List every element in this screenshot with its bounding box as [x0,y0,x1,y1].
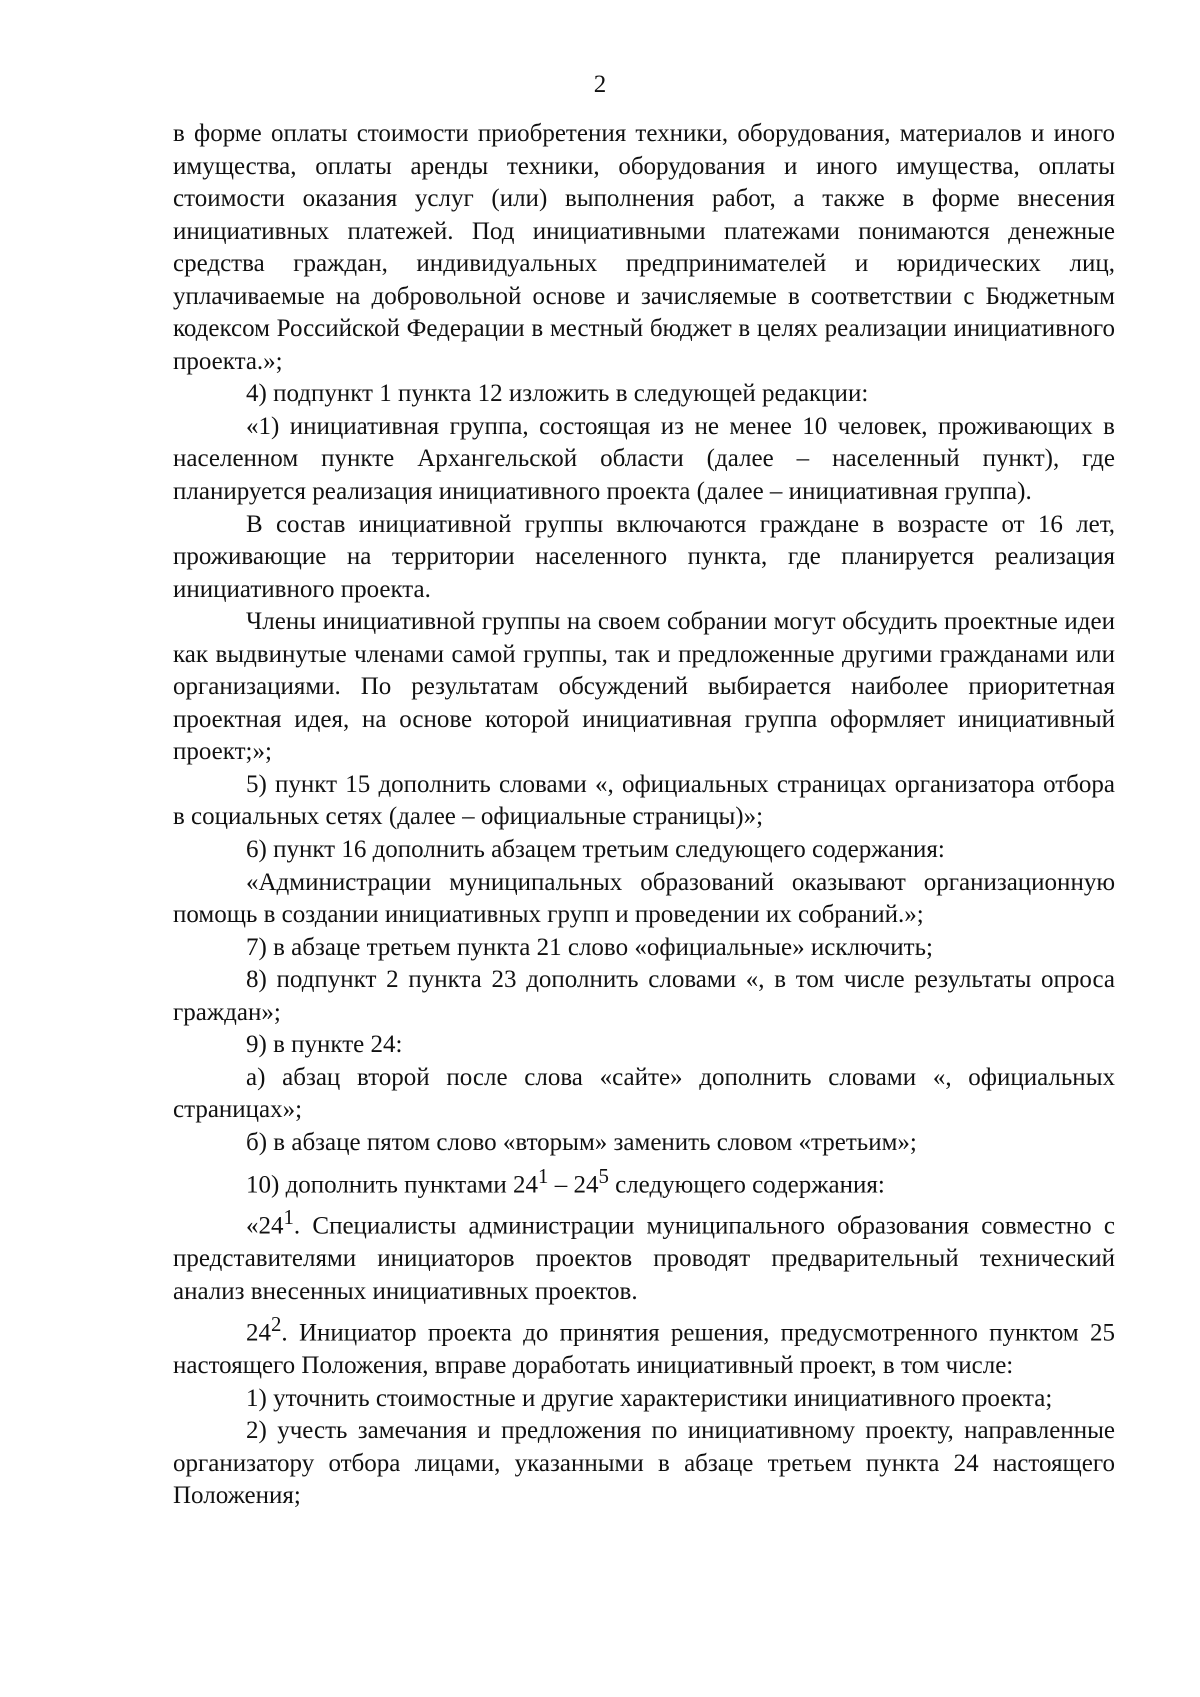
paragraph-item-4: 4) подпункт 1 пункта 12 изложить в следующей редакции: [246,380,869,408]
paragraph-item-10-part: следующего содержания: [608,1170,885,1198]
point-number: «24 [246,1212,284,1240]
paragraph-subitem-1: 1) уточнить стоимостные и другие характеристики инициативного проекта; [246,1384,1053,1412]
paragraph-item-9a: а) абзац второй после слова «сайте» дополнить словами «, официальных страницах»; [173,1063,1115,1124]
page-number: 2 [593,71,607,98]
paragraph-item-8: 8) подпункт 2 пункта 23 дополнить словами «, в том числе результаты опроса граждан»; [173,966,1115,1026]
paragraph-subitem-2: 2) учесть замечания и предложения по инициативному проекту, направленные организатору отбора лицами, указанными в абзаце третьем пункта 24 настоящего Положения; [173,1417,1115,1510]
superscript: 2 [271,1312,282,1337]
paragraph-point-24-2 [173,1308,1115,1382]
superscript: 1 [283,1205,294,1230]
paragraph-continuation: в форме оплаты стоимости приобретения техники, оборудования, материалов и иного имущества, оплаты аренды техники, оборудования и иного имущества, оплаты стоимости оказания услуг (или) выполнения работ, а также в форме внесения инициативных платежей. Под инициативными платежами понимаются денежные средства граждан, индивидуальных предпринимателей и юридических лиц, уплачиваемые на добровольной основе и зачисляемые в соответствии с Бюджетным кодексом Российской Федерации в местный бюджет в целях реализации инициативного проекта.»; [173,120,1115,375]
superscript: 5 [598,1163,609,1188]
superscript: 1 [538,1163,549,1188]
paragraph-group-members: Члены инициативной группы на своем собрании могут обсудить проектные идеи как выдвинутые членами самой группы, так и предложенные другими гражданами или организациями. По результатам обсуждений выбирается наиболее приоритетная проектная идея, на основе которой инициативная группа оформляет инициативный проект;»; [173,608,1115,766]
document-body [173,118,1115,1513]
paragraph-item-10-part: 10) дополнить пунктами 24 [246,1170,539,1198]
paragraph-item-9: 9) в пункте 24: [246,1031,403,1059]
paragraph-group-composition: В состав инициативной группы включаются граждане в возрасте от 16 лет, проживающие на территории населенного пункта, где планируется реализация инициативного проекта. [173,510,1115,603]
point-number: 24 [246,1319,271,1347]
paragraph-item-10-part: – 24 [548,1170,599,1198]
point-text: . Специалисты администрации муниципального образования совместно с представителями инициаторов проектов проводят предварительный технический анализ внесенных инициативных проектов. [173,1212,1115,1305]
paragraph-item-4-text: «1) инициативная группа, состоящая из не менее 10 человек, проживающих в населенном пункте Архангельской области (далее – населенный пункт), где планируется реализация инициативного проекта (далее – инициативная группа). [173,412,1115,506]
paragraph-item-5: 5) пункт 15 дополнить словами «, официальных страницах организатора отбора в социальных сетях (далее – официальные страницы)»; [173,770,1115,831]
paragraph-item-9b: б) в абзаце пятом слово «вторым» заменить словом «третьим»; [246,1128,917,1156]
paragraph-item-10 [173,1160,1115,1202]
paragraph-item-6: 6) пункт 16 дополнить абзацем третьим следующего содержания: [246,836,945,864]
paragraph-point-24-1 [173,1201,1115,1308]
paragraph-item-6-text: «Администрации муниципальных образований оказывают организационную помощь в создании инициативных групп и проведении их собраний.»; [173,868,1115,929]
point-text: . Инициатор проекта до принятия решения, предусмотренного пунктом 25 настоящего Положения, вправе доработать инициативный проект, в том числе: [173,1319,1115,1380]
paragraph-item-7: 7) в абзаце третьем пункта 21 слово «официальные» исключить; [246,933,933,961]
